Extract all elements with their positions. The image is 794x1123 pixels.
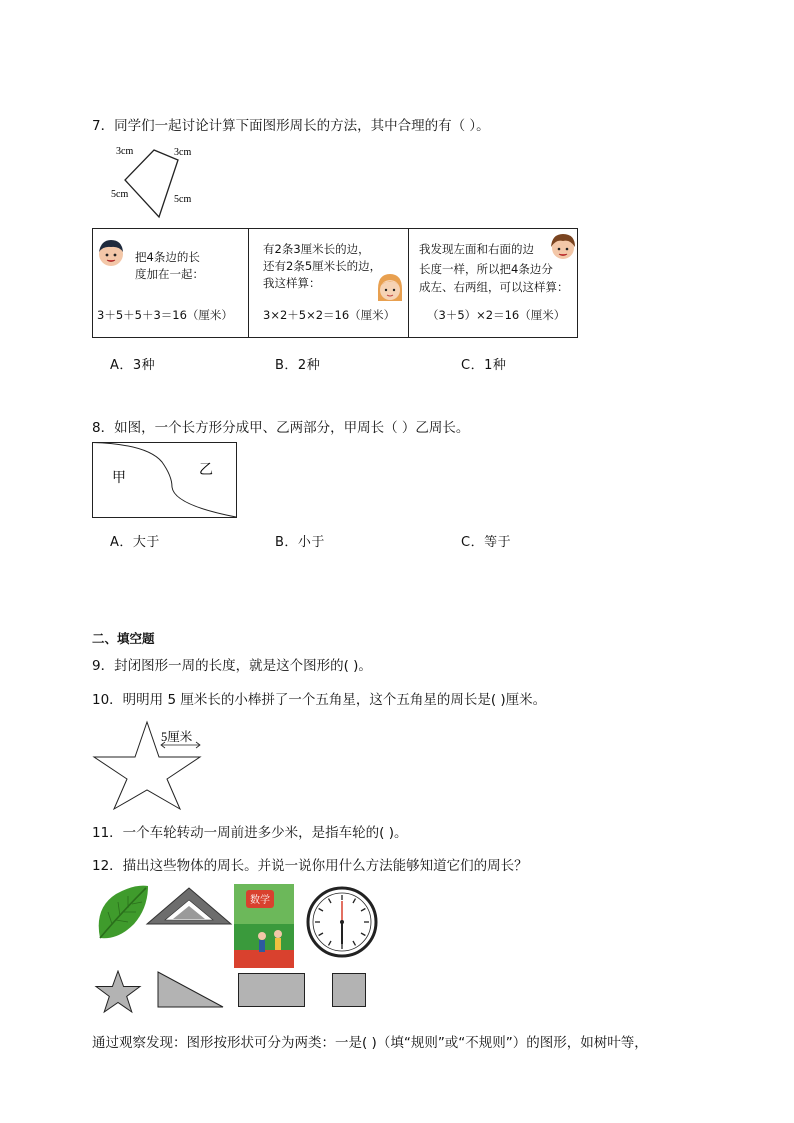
kite-label-bottom-left: 5cm (111, 189, 129, 200)
q7-option-c[interactable]: C．1种 (461, 358, 507, 373)
method-2-line-3: 我这样算： (263, 276, 321, 290)
q12-text: 12．描出这些物体的周长。并说一说你用什么方法能够知道它们的周长？ (92, 858, 528, 874)
part-jia-label: 甲 (112, 470, 126, 486)
q9-text: 9．封闭图形一周的长度，就是这个图形的( )。 (92, 658, 372, 674)
kite-label-top-left: 3cm (116, 146, 134, 157)
method-3-line-3: 成左、右两组，可以这样算： (419, 280, 569, 294)
clock-icon (306, 886, 378, 958)
section-title: 二、填空题 (92, 631, 155, 646)
q7-text: 7．同学们一起讨论计算下面图形周长的方法，其中合理的有（ ）。 (92, 118, 490, 134)
girl-avatar-icon (375, 271, 405, 305)
kite-label-bottom-right: 5cm (174, 194, 192, 205)
q11-text: 11．一个车轮转动一周前进多少米，是指车轮的( )。 (92, 825, 408, 841)
q12-conclusion: 通过观察发现：图形按形状可分为两类：一是( )（填“规则”或“不规则”）的图形，如树叶等， (92, 1035, 648, 1051)
method-3-line-1: 我发现左面和右面的边 (419, 242, 534, 256)
q7-methods-table (92, 228, 578, 338)
method-3-line-2: 长度一样，所以把4条边分 (419, 262, 553, 276)
q8-option-c[interactable]: C．等于 (461, 535, 512, 550)
gray-triangle-shape (157, 971, 225, 1009)
star-figure (92, 720, 204, 812)
boy2-avatar-icon (549, 231, 577, 263)
q8-option-b[interactable]: B．小于 (275, 535, 325, 550)
kite-figure (108, 138, 218, 223)
method-cell-2 (248, 229, 408, 337)
gray-square-shape (332, 973, 368, 1008)
kite-label-top-right: 3cm (174, 147, 192, 158)
q8-rectangle-figure (92, 442, 238, 519)
method-cell-1 (93, 229, 248, 337)
q7-option-a[interactable]: A．3种 (110, 358, 156, 373)
book-title: 数学 (250, 895, 270, 906)
method-1-formula: 3＋5＋5＋3＝16（厘米） (97, 308, 233, 322)
q8-text: 8．如图，一个长方形分成甲、乙两部分，甲周长（ ）乙周长。 (92, 420, 470, 436)
method-3-formula: （3＋5）×2＝16（厘米） (427, 308, 566, 322)
q10-text: 10．明明用 5 厘米长的小棒拼了一个五角星，这个五角星的周长是( )厘米。 (92, 692, 547, 708)
method-1-line-2: 度加在一起： (135, 267, 204, 281)
leaf-icon (94, 884, 150, 942)
gray-rectangle-shape (238, 973, 306, 1008)
gray-star-shape (94, 970, 142, 1014)
set-square-icon (145, 886, 233, 928)
method-2-line-2: 还有2条5厘米长的边， (263, 259, 382, 273)
q8-option-a[interactable]: A．大于 (110, 535, 160, 550)
q7-option-b[interactable]: B．2种 (275, 358, 321, 373)
method-2-formula: 3×2＋5×2＝16（厘米） (263, 308, 396, 322)
math-book-icon (234, 884, 294, 968)
boy-avatar-icon (97, 237, 125, 269)
part-yi-label: 乙 (199, 462, 213, 478)
star-edge-label: 5厘米 (161, 730, 193, 744)
method-2-line-1: 有2条3厘米长的边， (263, 242, 370, 256)
method-1-line-1: 把4条边的长 (135, 250, 200, 264)
method-cell-3 (408, 229, 577, 337)
